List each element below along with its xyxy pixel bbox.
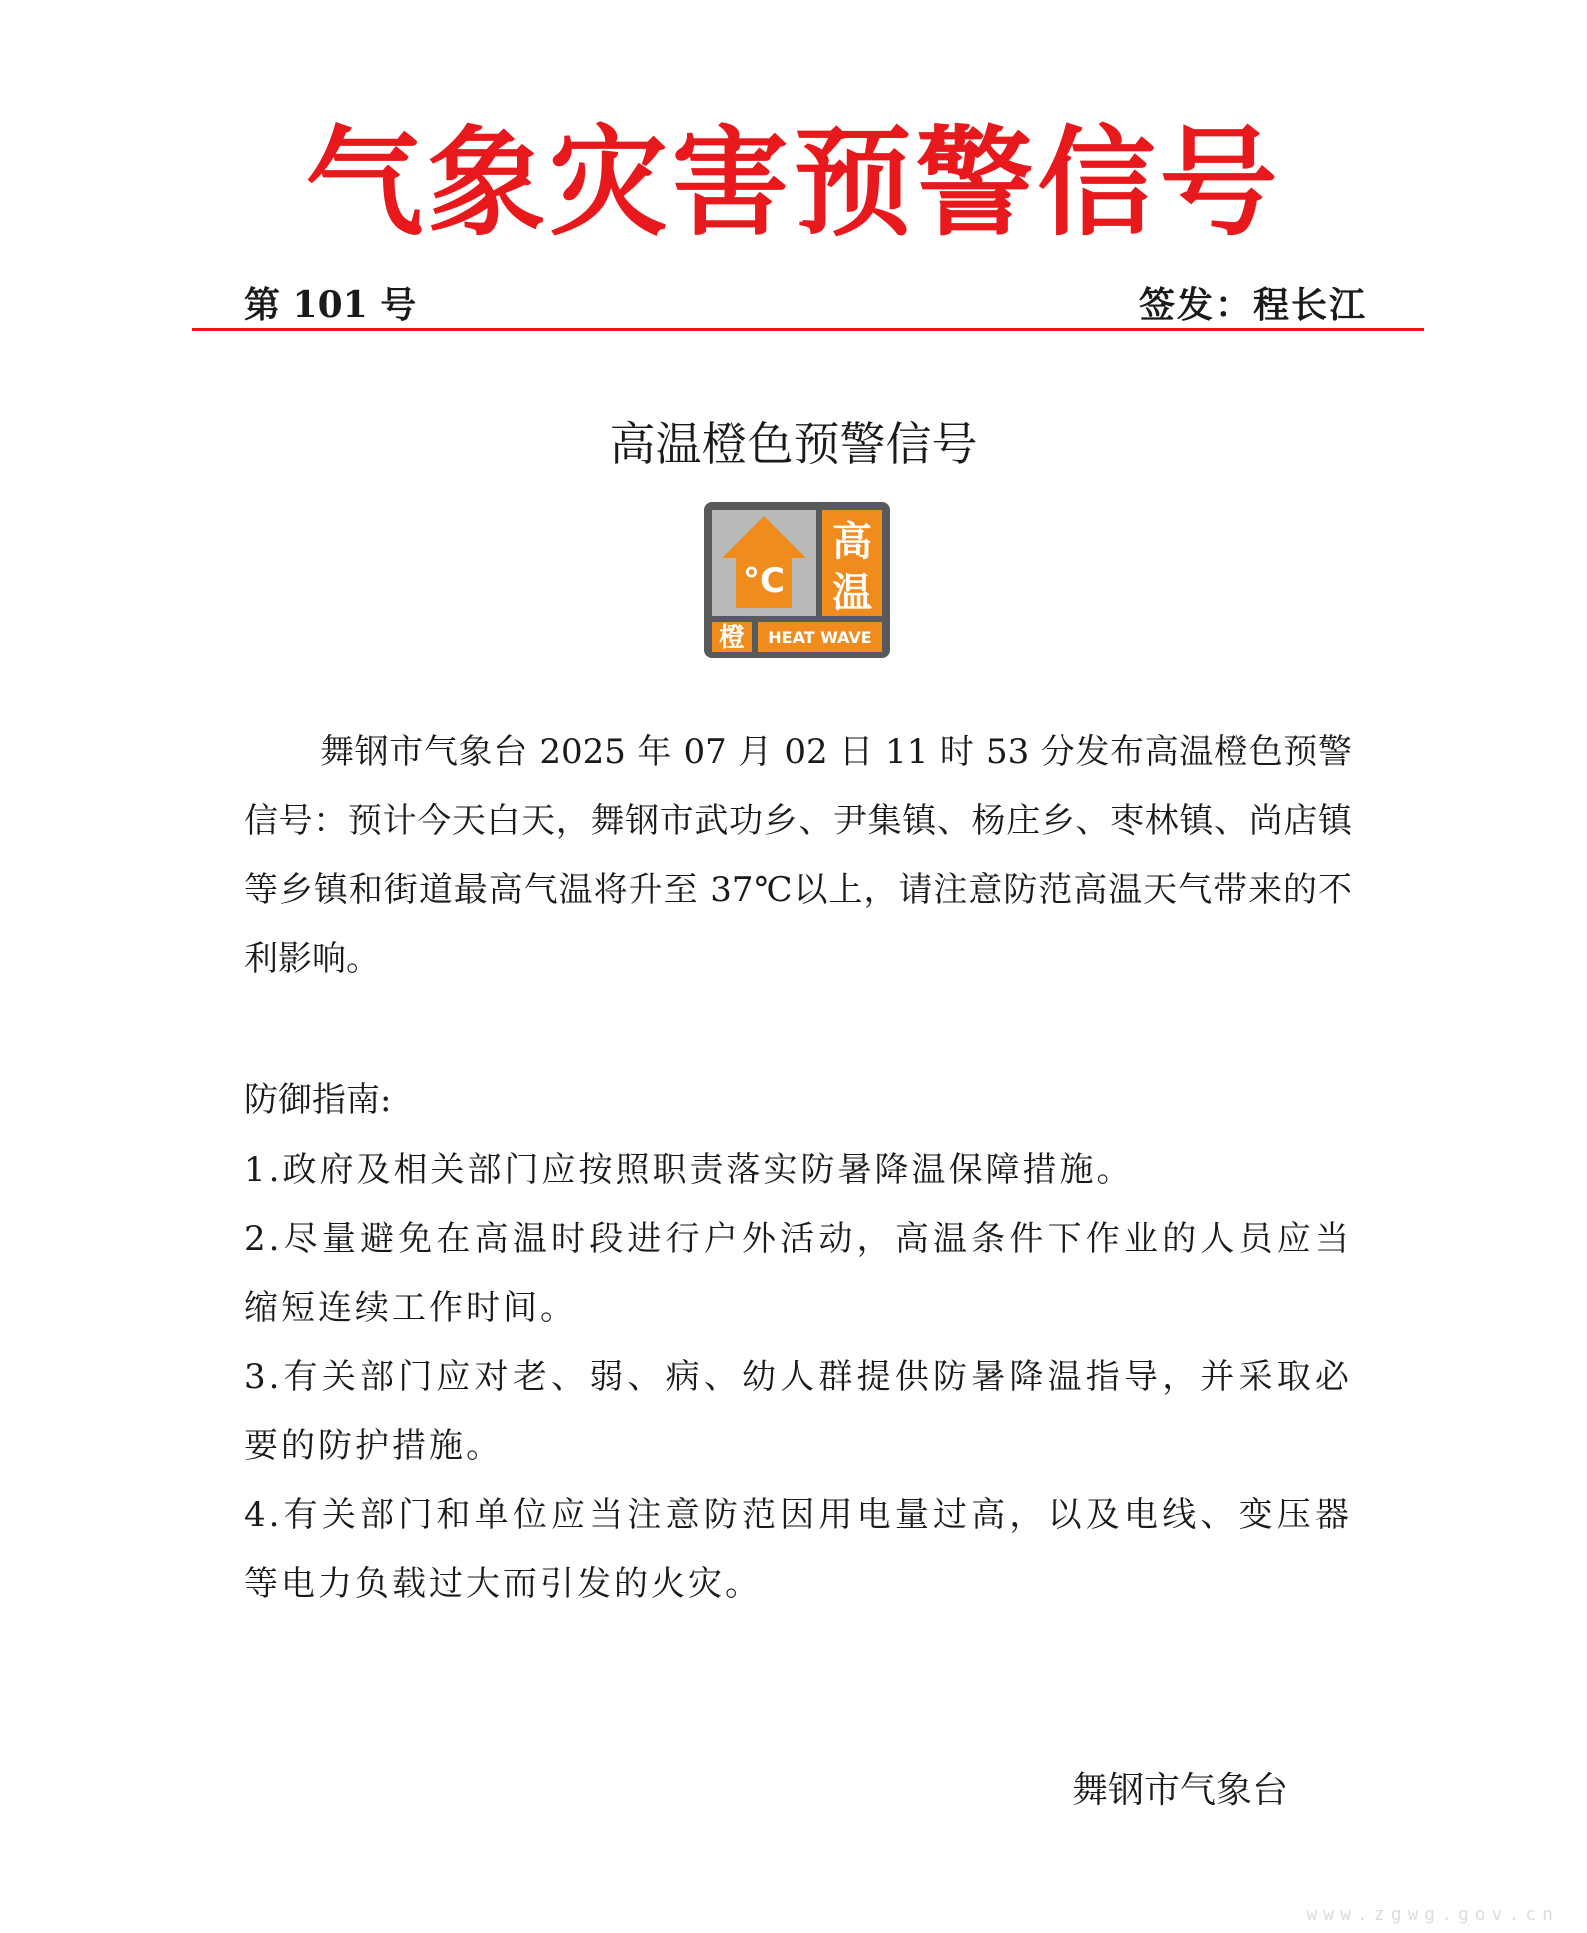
guide-item: 4.有关部门和单位应当注意防范因用电量过高，以及电线、变压器等电力负载过大而引发的火灾。 bbox=[244, 1495, 1352, 1604]
signal-icon-symbol: °C bbox=[743, 561, 785, 601]
site-watermark: www.zgwg.gov.cn bbox=[1306, 1904, 1559, 1925]
header-red-rule bbox=[192, 328, 1424, 331]
issuer-signature: 舞钢市气象台 bbox=[1072, 1770, 1289, 1811]
heat-wave-orange-icon bbox=[704, 502, 890, 658]
defense-guide-heading: 防御指南: bbox=[244, 1080, 392, 1120]
signal-icon-level-char: 橙 bbox=[718, 623, 746, 653]
document-number: 第 101 号 bbox=[244, 284, 417, 326]
guide-item: 2.尽量避免在高温时段进行户外活动，高温条件下作业的人员应当缩短连续工作时间。 bbox=[244, 1219, 1352, 1328]
document-header-title: 气象灾害预警信号 bbox=[305, 114, 1282, 252]
guide-item: 3.有关部门应对老、弱、病、幼人群提供防暑降温指导，并采取必要的防护措施。 bbox=[244, 1357, 1352, 1466]
document-signer: 签发：程长江 bbox=[1138, 284, 1367, 326]
signal-title: 高温橙色预警信号 bbox=[609, 417, 978, 471]
signal-icon-char-top: 高 bbox=[832, 519, 872, 565]
warning-paragraph: 舞钢市气象台 2025 年 07 月 02 日 11 时 53 分发布高温橙色预警信号：预计今天白天，舞钢市武功乡、尹集镇、杨庄乡、枣林镇、尚店镇等乡镇和街道最高气温将升至 37℃以上，请注意防范高温天气带来的不利影响。 bbox=[244, 732, 1352, 979]
signal-icon-english: HEAT WAVE bbox=[768, 628, 872, 647]
signal-icon-char-bottom: 温 bbox=[832, 570, 872, 616]
defense-guide-list bbox=[244, 1136, 1352, 1619]
guide-item: 1.政府及相关部门应按照职责落实防暑降温保障措施。 bbox=[244, 1150, 1134, 1190]
